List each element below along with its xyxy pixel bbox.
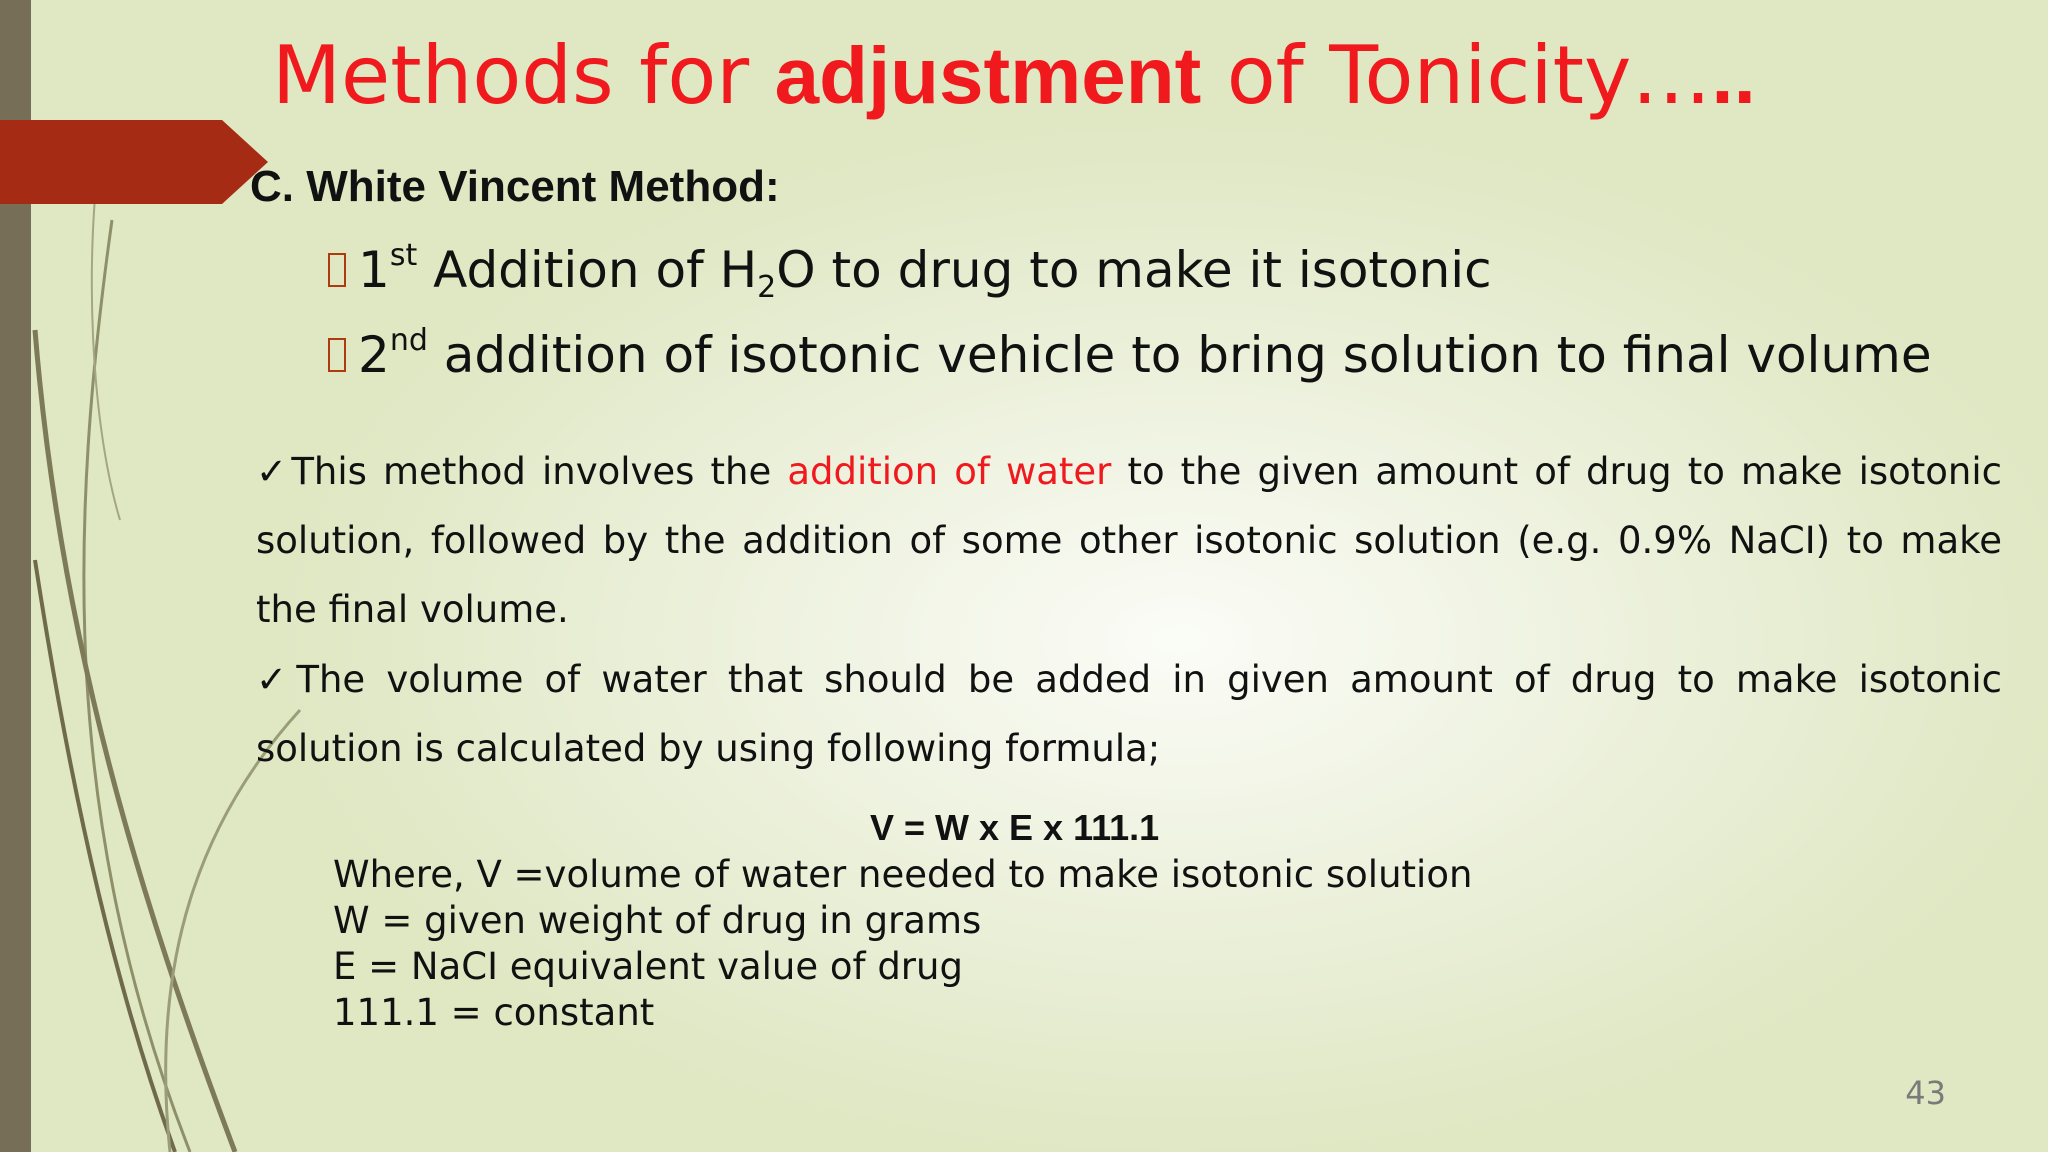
bullet-2-text: addition of isotonic vehicle to bring solution to final volume [427, 326, 1932, 384]
bullet-item-2 [328, 323, 1932, 387]
title-part3: .. [1711, 31, 1756, 120]
paragraph1-rest: to the given amount of drug to make isotonic solution, followed by the addition of some other isotonic solution (e.g. 0.9% NaCI) to make the final volume. [256, 450, 2002, 631]
definition-line: E = NaCI equivalent value of drug [333, 945, 963, 988]
paragraph1-highlight: addition of water [787, 450, 1112, 493]
title-part2: of Tonicity… [1201, 29, 1712, 122]
page-number: 43 [1905, 1074, 1946, 1112]
paragraph2-text: The volume of water that should be added in given amount of drug to make isotonic solution is calculated by using following formula; [256, 658, 2002, 770]
section-heading: C. White Vincent Method: [250, 162, 780, 211]
bullet-1-text-b: O to drug to make it isotonic [776, 241, 1492, 299]
title-part1: Methods for [272, 29, 775, 122]
paragraph-volume-calculation [256, 645, 2002, 783]
bullet-item-1 [328, 238, 1492, 305]
bullet-1-sub: 2 [757, 270, 777, 305]
title-bold: adjustment [774, 31, 1202, 120]
paragraph1-lead: This method involves the [291, 450, 788, 493]
formula-definitions [333, 852, 1472, 1036]
check-icon: ✓ [256, 450, 292, 493]
bullet-box-icon [328, 253, 346, 287]
bullet-1-num: 1 [358, 241, 390, 299]
red-arrow-tab [0, 120, 270, 204]
definition-line: W = given weight of drug in grams [333, 899, 982, 942]
bullet-2-num: 2 [358, 326, 390, 384]
bullet-2-sup: nd [389, 323, 428, 358]
bullet-box-icon [328, 338, 346, 372]
definition-line: 111.1 = constant [333, 991, 655, 1034]
slide-title [272, 28, 1992, 124]
definition-line: Where, V =volume of water needed to make isotonic solution [333, 853, 1473, 896]
formula: V = W x E x 111.1 [870, 807, 1160, 848]
bullet-1-text-a: Addition of H [417, 241, 758, 299]
check-icon: ✓ [256, 658, 297, 701]
bullet-1-sup: st [389, 238, 418, 273]
paragraph-method-description [256, 437, 2002, 644]
